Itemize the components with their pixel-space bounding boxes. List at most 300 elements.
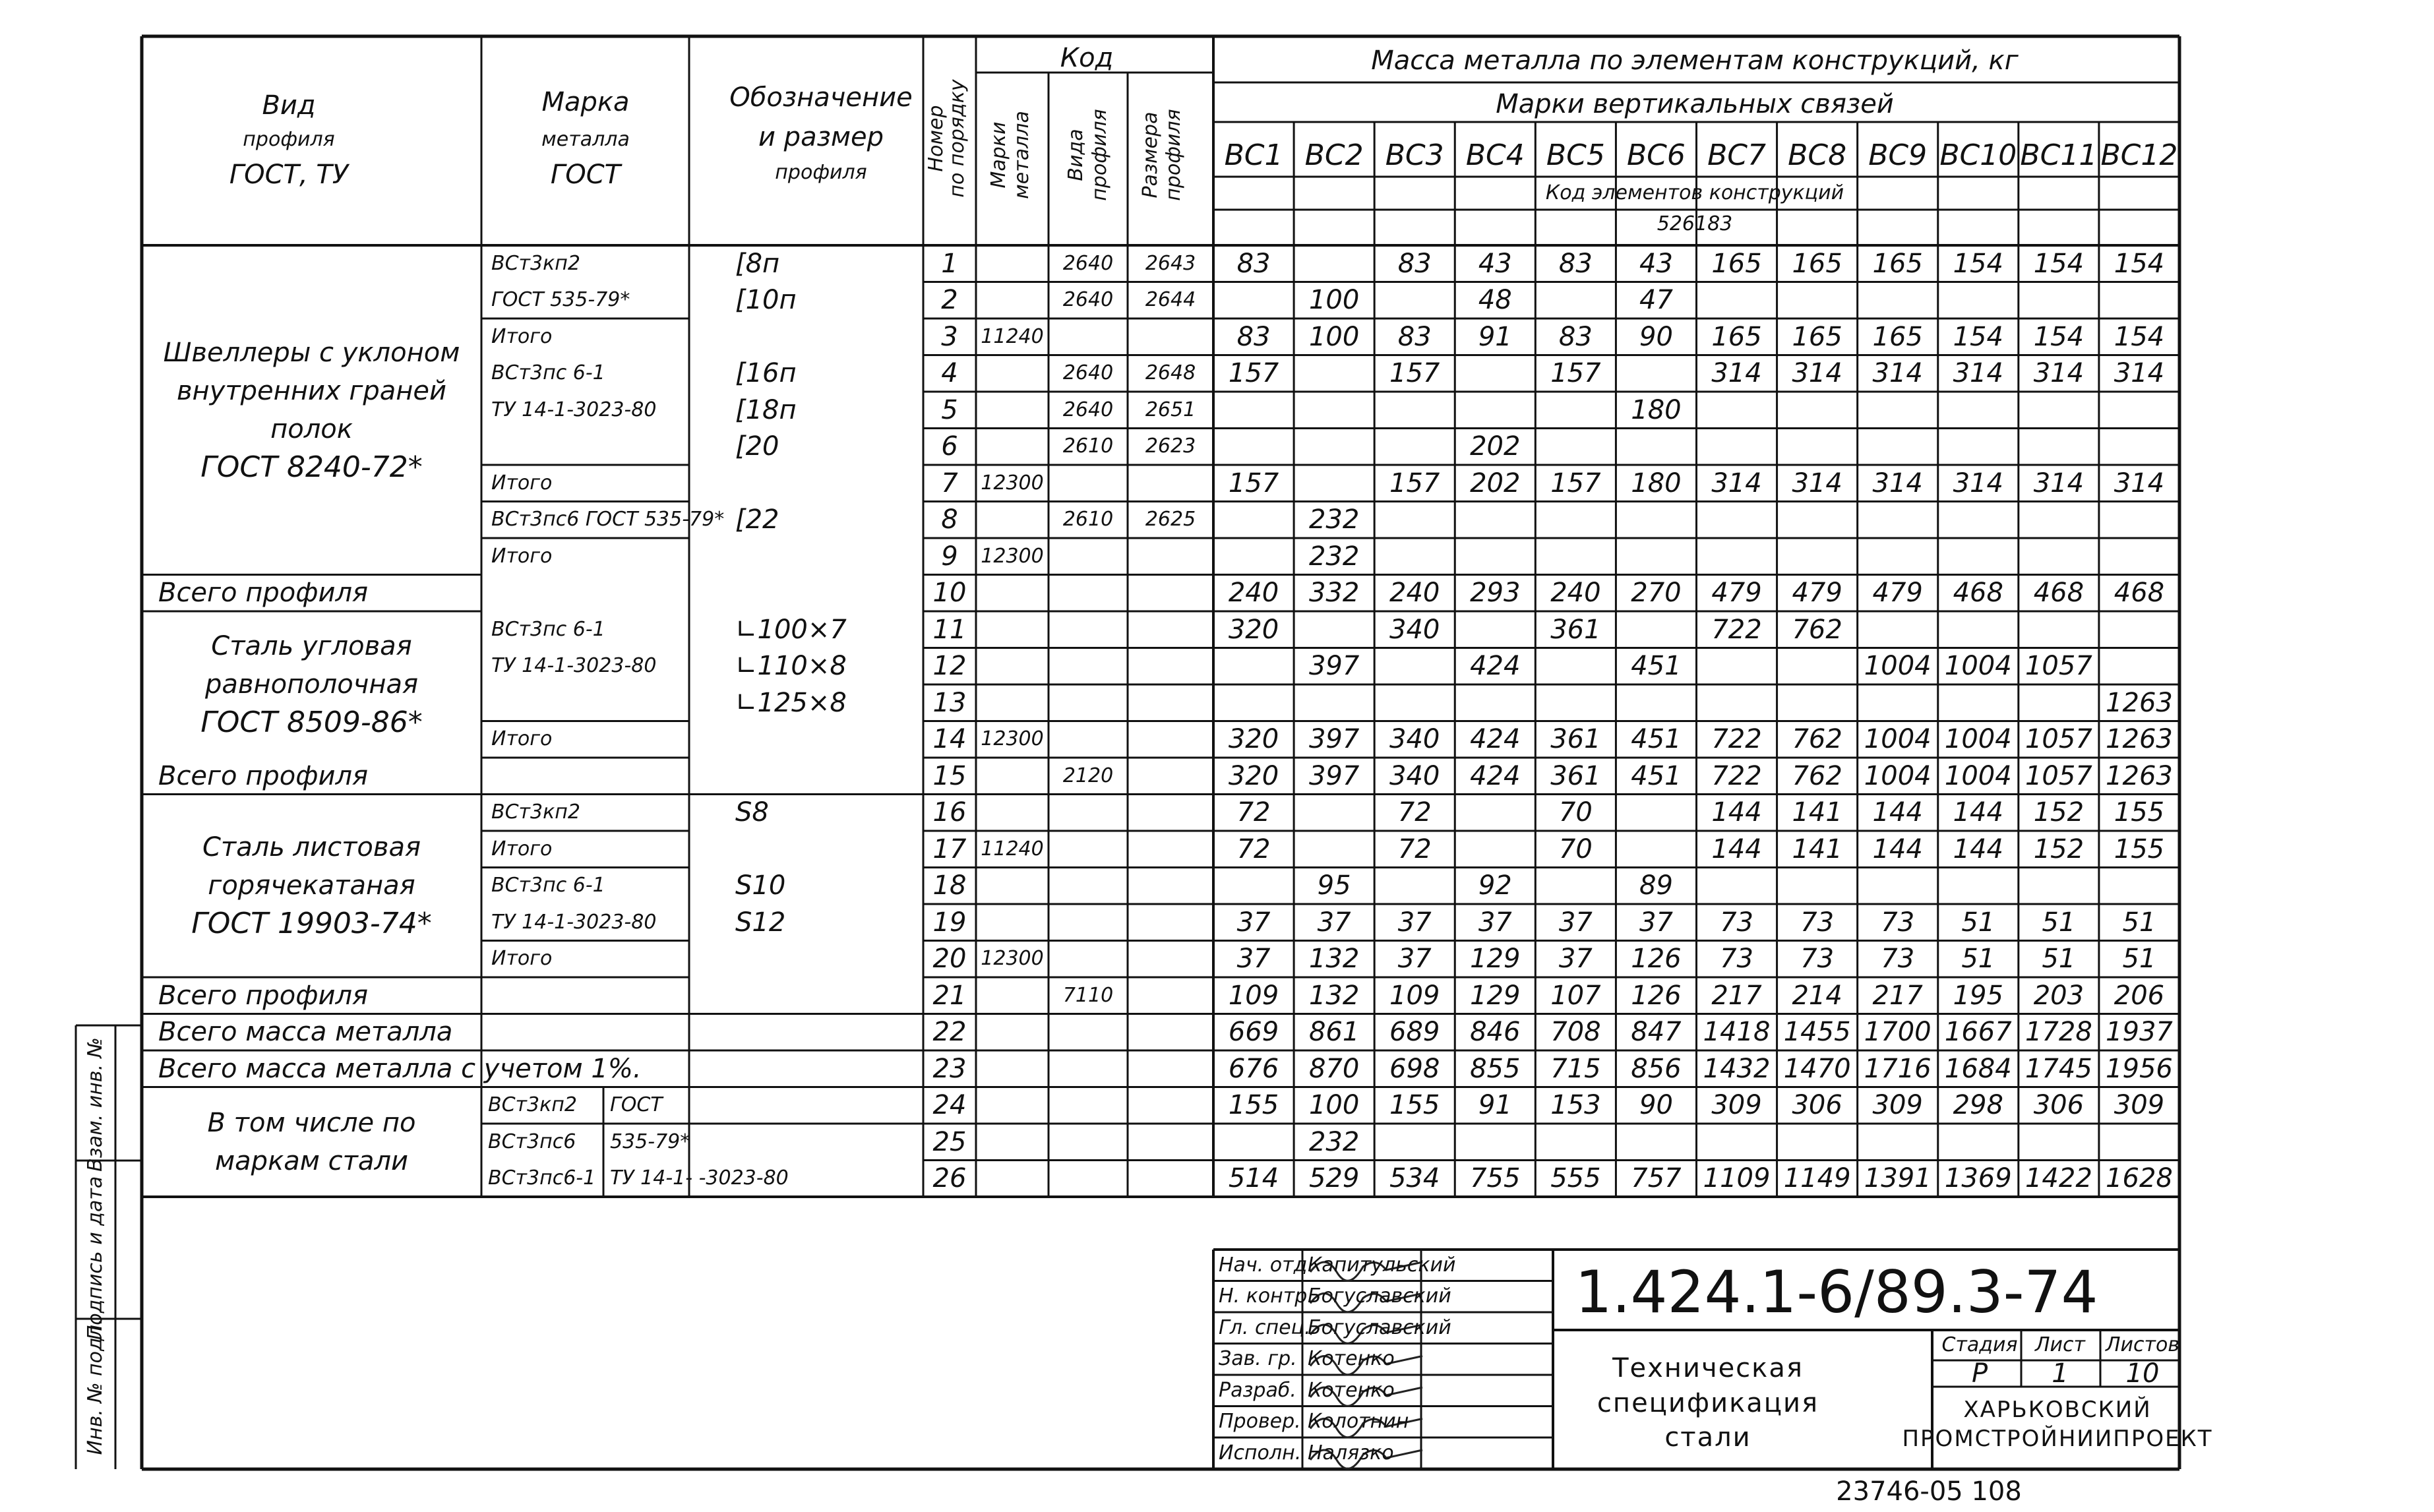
mass-value: 1004 xyxy=(1864,651,1932,682)
mass-value: 73 xyxy=(1720,944,1753,975)
row-number: 7 xyxy=(941,468,958,499)
mass-value: 332 xyxy=(1308,578,1360,609)
mass-value: 529 xyxy=(1308,1163,1360,1194)
mass-value: 479 xyxy=(1711,578,1762,609)
side-stamp-inv: Инв. № подл. xyxy=(84,1318,107,1455)
steel-grade-cell: ТУ 14-1-3023-80 xyxy=(491,654,657,678)
mass-value: 1937 xyxy=(2106,1017,2173,1048)
steel-grade-cell: ВСт3пс 6-1 xyxy=(491,617,605,641)
header-code-group: Код xyxy=(1060,43,1114,73)
mass-value: 270 xyxy=(1631,578,1682,609)
mass-value: 1057 xyxy=(2024,651,2092,682)
mass-value: 451 xyxy=(1631,724,1682,755)
mass-value: 314 xyxy=(2114,358,2165,389)
mass-value: 72 xyxy=(1397,833,1432,864)
code-size: 2623 xyxy=(1145,435,1196,458)
mass-value: 1004 xyxy=(1864,724,1932,755)
group-label-line: равнополочная xyxy=(204,669,419,700)
mass-value: 83 xyxy=(1558,248,1593,279)
mass-value: 1716 xyxy=(1864,1053,1932,1084)
mass-value: 95 xyxy=(1317,870,1351,901)
mass-value: 37 xyxy=(1397,907,1432,938)
code-kind: 2610 xyxy=(1062,435,1114,458)
mass-value: 157 xyxy=(1550,468,1601,499)
row-number: 4 xyxy=(941,358,958,389)
mass-value: 152 xyxy=(2033,833,2084,864)
profile-size: [22 xyxy=(735,504,779,535)
mass-value: 203 xyxy=(2033,980,2084,1011)
title-name: Котенко xyxy=(1308,1347,1395,1371)
group-label-line: Сталь листовая xyxy=(202,832,421,863)
mass-value: 154 xyxy=(1953,321,2003,352)
row-number: 18 xyxy=(932,870,967,901)
mass-value: 468 xyxy=(1953,578,2003,609)
stage-value: Р xyxy=(1971,1358,1988,1389)
row-number: 14 xyxy=(932,724,967,755)
mass-value: 51 xyxy=(2122,907,2156,938)
code-kind: 2640 xyxy=(1062,361,1114,385)
mass-value: 89 xyxy=(1639,870,1673,901)
mass-value: 1422 xyxy=(2024,1163,2092,1194)
side-stamp-replace: Взам. инв. № xyxy=(84,1037,107,1172)
row-number: 9 xyxy=(941,541,958,572)
mass-value: 206 xyxy=(2114,980,2165,1011)
title-name: Налязко xyxy=(1308,1441,1394,1465)
mass-value: 397 xyxy=(1308,724,1360,755)
brand-header-7: ВС7 xyxy=(1707,138,1766,172)
mass-value: 141 xyxy=(1792,833,1842,864)
mass-value: 424 xyxy=(1470,724,1521,755)
mass-value: 1004 xyxy=(1944,651,2012,682)
mass-value: 144 xyxy=(1953,833,2003,864)
mass-value: 1455 xyxy=(1783,1017,1851,1048)
mass-value: 314 xyxy=(2033,468,2084,499)
mass-value: 1470 xyxy=(1783,1053,1851,1084)
doc-title-line2: спецификация xyxy=(1597,1388,1819,1418)
mass-value: 1432 xyxy=(1703,1053,1771,1084)
stage-label: Стадия xyxy=(1941,1333,2018,1356)
mass-value: 361 xyxy=(1550,760,1601,791)
row-label: Всего профиля xyxy=(158,578,369,609)
header-steel-line3: ГОСТ xyxy=(550,160,621,190)
mass-value: 847 xyxy=(1631,1017,1682,1048)
steel-grade-cell: ТУ 14-1-3023-80 xyxy=(491,910,657,934)
mass-value: 154 xyxy=(1953,248,2003,279)
steel-standard-cell: ТУ 14-1- -3023-80 xyxy=(610,1166,789,1190)
group-label-line: Сталь угловая xyxy=(211,631,412,661)
mass-value: 91 xyxy=(1478,321,1512,352)
mass-value: 320 xyxy=(1228,724,1279,755)
mass-value: 107 xyxy=(1550,980,1601,1011)
mass-value: 51 xyxy=(1961,907,1995,938)
mass-value: 314 xyxy=(1711,468,1762,499)
mass-value: 451 xyxy=(1631,651,1682,682)
mass-value: 157 xyxy=(1550,358,1601,389)
footer-number: 23746-05 108 xyxy=(1836,1476,2022,1507)
mass-value: 232 xyxy=(1308,1126,1360,1157)
doc-number: 1.424.1-6/89.3-74 xyxy=(1575,1258,2098,1326)
mass-value: 514 xyxy=(1228,1163,1279,1194)
header-size-line1: Обозначение xyxy=(729,82,913,113)
mass-value: 1109 xyxy=(1703,1163,1771,1194)
profile-size: S12 xyxy=(735,907,786,938)
mass-value: 180 xyxy=(1631,468,1682,499)
mass-value: 165 xyxy=(1711,248,1762,279)
profile-size: ∟110×8 xyxy=(735,651,847,682)
row-number: 19 xyxy=(932,907,967,938)
group-label-line: полок xyxy=(270,413,353,444)
mass-value: 155 xyxy=(2114,833,2165,864)
mass-value: 165 xyxy=(1872,321,1923,352)
mass-value: 73 xyxy=(1881,944,1915,975)
title-name: Котенко xyxy=(1308,1378,1395,1402)
header-elem-code-label: Код элементов конструкций xyxy=(1545,181,1844,204)
header-code-size-2: профиля xyxy=(1162,109,1185,201)
mass-value: 37 xyxy=(1397,944,1432,975)
profile-size: [16п xyxy=(735,358,797,389)
mass-value: 157 xyxy=(1389,468,1440,499)
mass-value: 157 xyxy=(1389,358,1440,389)
mass-value: 132 xyxy=(1308,980,1360,1011)
mass-value: 361 xyxy=(1550,614,1601,645)
mass-value: 73 xyxy=(1720,907,1753,938)
mass-value: 51 xyxy=(2042,944,2076,975)
title-name: Богуславский xyxy=(1308,1285,1451,1308)
mass-value: 48 xyxy=(1478,285,1512,316)
mass-value: 70 xyxy=(1558,797,1593,828)
mass-value: 144 xyxy=(1711,833,1762,864)
mass-value: 861 xyxy=(1308,1017,1360,1048)
group-label-line: ГОСТ 19903-74* xyxy=(191,907,432,941)
mass-value: 669 xyxy=(1228,1017,1279,1048)
mass-value: 132 xyxy=(1308,944,1360,975)
row-number: 6 xyxy=(941,431,958,462)
mass-value: 676 xyxy=(1228,1053,1279,1084)
mass-value: 1004 xyxy=(1944,760,2012,791)
mass-value: 361 xyxy=(1550,724,1601,755)
brand-header-1: ВС1 xyxy=(1224,138,1283,172)
steel-grade-cell: ВСт3пс6 ГОСТ 535-79* xyxy=(491,508,725,531)
mass-value: 165 xyxy=(1872,248,1923,279)
mass-value: 154 xyxy=(2114,321,2165,352)
mass-value: 92 xyxy=(1478,870,1512,901)
mass-value: 129 xyxy=(1470,944,1521,975)
mass-value: 1263 xyxy=(2106,724,2173,755)
mass-value: 293 xyxy=(1470,578,1521,609)
mass-value: 153 xyxy=(1550,1090,1601,1121)
steel-grade-cell: ВСт3пс6-1 xyxy=(488,1166,596,1190)
mass-value: 555 xyxy=(1550,1163,1601,1194)
steel-grade-cell: ВСт3пс6 xyxy=(488,1130,576,1153)
org-line2: ПРОМСТРОЙНИИПРОЕКТ xyxy=(1902,1426,2213,1452)
sheets-value: 10 xyxy=(2125,1358,2160,1389)
mass-value: 37 xyxy=(1236,907,1271,938)
mass-value: 144 xyxy=(1711,797,1762,828)
code-kind: 2640 xyxy=(1062,251,1114,275)
header-profile-line1: Вид xyxy=(262,90,316,121)
mass-value: 90 xyxy=(1639,1090,1673,1121)
org-line1: ХАРЬКОВСКИЙ xyxy=(1963,1397,2152,1423)
code-size: 2648 xyxy=(1145,361,1196,385)
steel-grade-cell: ВСт3кп2 xyxy=(491,251,580,275)
mass-value: 320 xyxy=(1228,614,1279,645)
steel-grade-cell: Итого xyxy=(491,471,553,495)
title-name: Богуславский xyxy=(1308,1315,1451,1339)
brand-header-6: ВС6 xyxy=(1627,138,1686,172)
mass-value: 846 xyxy=(1470,1017,1521,1048)
mass-value: 309 xyxy=(2114,1090,2165,1121)
brand-header-4: ВС4 xyxy=(1465,138,1525,172)
row-number: 1 xyxy=(941,248,958,279)
mass-value: 83 xyxy=(1397,321,1432,352)
header-steel-line2: металла xyxy=(541,128,630,151)
mass-value: 689 xyxy=(1389,1017,1440,1048)
code-steel: 12300 xyxy=(981,471,1044,495)
title-role: Провер. xyxy=(1219,1410,1301,1434)
title-role: Разраб. xyxy=(1219,1378,1296,1402)
mass-value: 1728 xyxy=(2024,1017,2092,1048)
mass-value: 100 xyxy=(1308,285,1360,316)
mass-value: 1057 xyxy=(2024,760,2092,791)
mass-value: 70 xyxy=(1558,833,1593,864)
mass-value: 314 xyxy=(1792,468,1842,499)
sheet-value: 1 xyxy=(2052,1358,2069,1389)
mass-value: 73 xyxy=(1881,907,1915,938)
mass-value: 762 xyxy=(1792,724,1842,755)
row-label: Всего масса металла с учетом 1%. xyxy=(158,1053,642,1084)
sheets-label: Листов xyxy=(2105,1333,2180,1356)
mass-value: 314 xyxy=(1872,358,1923,389)
steel-grade-cell: Итого xyxy=(491,947,553,971)
mass-value: 314 xyxy=(1792,358,1842,389)
mass-value: 51 xyxy=(2122,944,2156,975)
title-name: Колотнин xyxy=(1308,1410,1409,1434)
mass-value: 83 xyxy=(1236,248,1271,279)
mass-value: 232 xyxy=(1308,541,1360,572)
header-elem-code: 526183 xyxy=(1657,212,1733,235)
mass-value: 157 xyxy=(1228,358,1279,389)
code-kind: 2640 xyxy=(1062,288,1114,312)
mass-value: 90 xyxy=(1639,321,1673,352)
row-number: 13 xyxy=(932,687,967,718)
mass-value: 468 xyxy=(2114,578,2165,609)
mass-value: 451 xyxy=(1631,760,1682,791)
mass-value: 1057 xyxy=(2024,724,2092,755)
mass-value: 214 xyxy=(1792,980,1842,1011)
code-size: 2643 xyxy=(1145,251,1196,275)
steel-grade-cell: ВСт3пс 6-1 xyxy=(491,874,605,897)
mass-value: 424 xyxy=(1470,760,1521,791)
row-number: 24 xyxy=(932,1090,967,1121)
mass-value: 72 xyxy=(1236,797,1271,828)
mass-value: 722 xyxy=(1711,724,1762,755)
mass-value: 1391 xyxy=(1864,1163,1932,1194)
header-steel-line1: Марка xyxy=(541,87,630,117)
group-label-line: маркам стали xyxy=(214,1145,409,1176)
mass-value: 37 xyxy=(1317,907,1351,938)
header-code-steel-2: металла xyxy=(1010,111,1033,199)
mass-value: 83 xyxy=(1236,321,1271,352)
title-name: Капитульский xyxy=(1308,1253,1456,1277)
mass-value: 1700 xyxy=(1864,1017,1932,1048)
row-number: 25 xyxy=(932,1126,967,1157)
mass-value: 202 xyxy=(1470,431,1521,462)
header-size-line3: профиля xyxy=(775,161,867,184)
mass-value: 202 xyxy=(1470,468,1521,499)
mass-value: 129 xyxy=(1470,980,1521,1011)
mass-value: 309 xyxy=(1711,1090,1762,1121)
header-code-kind-2: профиля xyxy=(1088,109,1111,201)
mass-value: 856 xyxy=(1631,1053,1682,1084)
mass-value: 154 xyxy=(2114,248,2165,279)
mass-value: 240 xyxy=(1550,578,1601,609)
row-label: Всего масса металла xyxy=(158,1017,453,1048)
row-number: 10 xyxy=(932,578,967,609)
mass-value: 722 xyxy=(1711,614,1762,645)
row-number: 2 xyxy=(941,285,958,316)
mass-value: 340 xyxy=(1389,614,1440,645)
mass-value: 468 xyxy=(2033,578,2084,609)
row-number: 8 xyxy=(941,504,958,535)
mass-value: 240 xyxy=(1228,578,1279,609)
mass-value: 1369 xyxy=(1944,1163,2012,1194)
mass-value: 855 xyxy=(1470,1053,1521,1084)
header-code-kind-1: Вида xyxy=(1064,129,1087,181)
code-size: 2625 xyxy=(1145,508,1196,531)
title-role: Н. контр. xyxy=(1219,1285,1314,1308)
mass-value: 340 xyxy=(1389,724,1440,755)
row-number: 17 xyxy=(932,833,967,864)
mass-value: 144 xyxy=(1872,797,1923,828)
mass-value: 1684 xyxy=(1944,1053,2012,1084)
title-role: Гл. спец. xyxy=(1219,1315,1311,1339)
mass-value: 757 xyxy=(1631,1163,1682,1194)
steel-grade-cell: ВСт3кп2 xyxy=(488,1093,577,1117)
mass-value: 698 xyxy=(1389,1053,1440,1084)
mass-value: 479 xyxy=(1872,578,1923,609)
steel-grade-cell: Итого xyxy=(491,544,553,568)
header-code-steel-1: Марки xyxy=(987,121,1010,189)
doc-title-line3: стали xyxy=(1664,1422,1751,1453)
row-label: Всего профиля xyxy=(158,980,369,1011)
mass-value: 152 xyxy=(2033,797,2084,828)
row-number: 11 xyxy=(932,614,967,645)
header-profile-line2: профиля xyxy=(243,128,335,151)
mass-value: 91 xyxy=(1478,1090,1512,1121)
mass-value: 37 xyxy=(1478,907,1512,938)
profile-size: [8п xyxy=(735,248,780,279)
row-number: 12 xyxy=(932,651,967,682)
mass-value: 37 xyxy=(1558,944,1593,975)
mass-value: 1004 xyxy=(1864,760,1932,791)
mass-value: 1004 xyxy=(1944,724,2012,755)
mass-value: 47 xyxy=(1639,285,1673,316)
mass-value: 43 xyxy=(1478,248,1512,279)
brand-header-3: ВС3 xyxy=(1385,138,1444,172)
mass-value: 72 xyxy=(1236,833,1271,864)
mass-value: 232 xyxy=(1308,504,1360,535)
mass-value: 762 xyxy=(1792,614,1842,645)
profile-size: [20 xyxy=(735,431,779,462)
mass-value: 314 xyxy=(1953,468,2003,499)
mass-value: 100 xyxy=(1308,321,1360,352)
code-steel: 11240 xyxy=(981,837,1044,861)
mass-value: 37 xyxy=(1236,944,1271,975)
mass-value: 1263 xyxy=(2106,760,2173,791)
mass-value: 1263 xyxy=(2106,687,2173,718)
mass-value: 144 xyxy=(1953,797,2003,828)
profile-size: [10п xyxy=(735,285,797,316)
mass-value: 298 xyxy=(1953,1090,2003,1121)
mass-value: 109 xyxy=(1389,980,1440,1011)
mass-value: 37 xyxy=(1639,907,1673,938)
steel-standard-cell: ГОСТ xyxy=(610,1093,663,1117)
row-number: 15 xyxy=(932,760,967,791)
steel-grade-cell: Итого xyxy=(491,837,553,861)
mass-value: 217 xyxy=(1711,980,1762,1011)
mass-value: 109 xyxy=(1228,980,1279,1011)
code-kind: 2610 xyxy=(1062,508,1114,531)
mass-value: 43 xyxy=(1639,248,1673,279)
steel-grade-cell: Итого xyxy=(491,727,553,751)
mass-value: 72 xyxy=(1397,797,1432,828)
mass-value: 195 xyxy=(1953,980,2003,1011)
code-size: 2644 xyxy=(1145,288,1196,312)
mass-value: 1418 xyxy=(1703,1017,1771,1048)
mass-value: 100 xyxy=(1308,1090,1360,1121)
steel-grade-cell: ВСт3кп2 xyxy=(491,801,580,824)
mass-value: 165 xyxy=(1792,248,1842,279)
mass-value: 870 xyxy=(1308,1053,1360,1084)
steel-grade-cell: ТУ 14-1-3023-80 xyxy=(491,398,657,421)
brand-header-2: ВС2 xyxy=(1304,138,1364,172)
mass-value: 306 xyxy=(1792,1090,1842,1121)
code-kind: 2640 xyxy=(1062,398,1114,421)
code-size: 2651 xyxy=(1145,398,1196,421)
mass-value: 217 xyxy=(1872,980,1923,1011)
brand-header-9: ВС9 xyxy=(1868,138,1928,172)
mass-value: 1667 xyxy=(1944,1017,2012,1048)
row-number: 23 xyxy=(932,1053,967,1084)
mass-value: 126 xyxy=(1631,980,1682,1011)
mass-value: 240 xyxy=(1389,578,1440,609)
mass-value: 154 xyxy=(2033,321,2084,352)
profile-size: ∟100×7 xyxy=(735,614,847,645)
group-label-line: ГОСТ 8509-86* xyxy=(200,706,423,739)
profile-size: S8 xyxy=(735,797,769,828)
row-label: Всего профиля xyxy=(158,760,369,791)
side-stamp-signature: Подпись и дата xyxy=(84,1176,107,1341)
mass-value: 155 xyxy=(1228,1090,1279,1121)
header-code-size-1: Размера xyxy=(1139,111,1162,198)
row-number: 20 xyxy=(932,944,967,975)
mass-value: 722 xyxy=(1711,760,1762,791)
mass-value: 479 xyxy=(1792,578,1842,609)
mass-value: 340 xyxy=(1389,760,1440,791)
row-number: 21 xyxy=(932,980,967,1011)
brand-header-12: ВС12 xyxy=(2100,138,2178,172)
code-kind: 2120 xyxy=(1062,764,1114,787)
mass-value: 306 xyxy=(2033,1090,2084,1121)
mass-value: 165 xyxy=(1792,321,1842,352)
profile-size: [18п xyxy=(735,394,797,425)
group-label-line: горячекатаная xyxy=(208,870,415,901)
mass-value: 1628 xyxy=(2106,1163,2173,1194)
mass-value: 397 xyxy=(1308,651,1360,682)
mass-value: 141 xyxy=(1792,797,1842,828)
mass-value: 314 xyxy=(2114,468,2165,499)
brand-header-10: ВС10 xyxy=(1939,138,2017,172)
